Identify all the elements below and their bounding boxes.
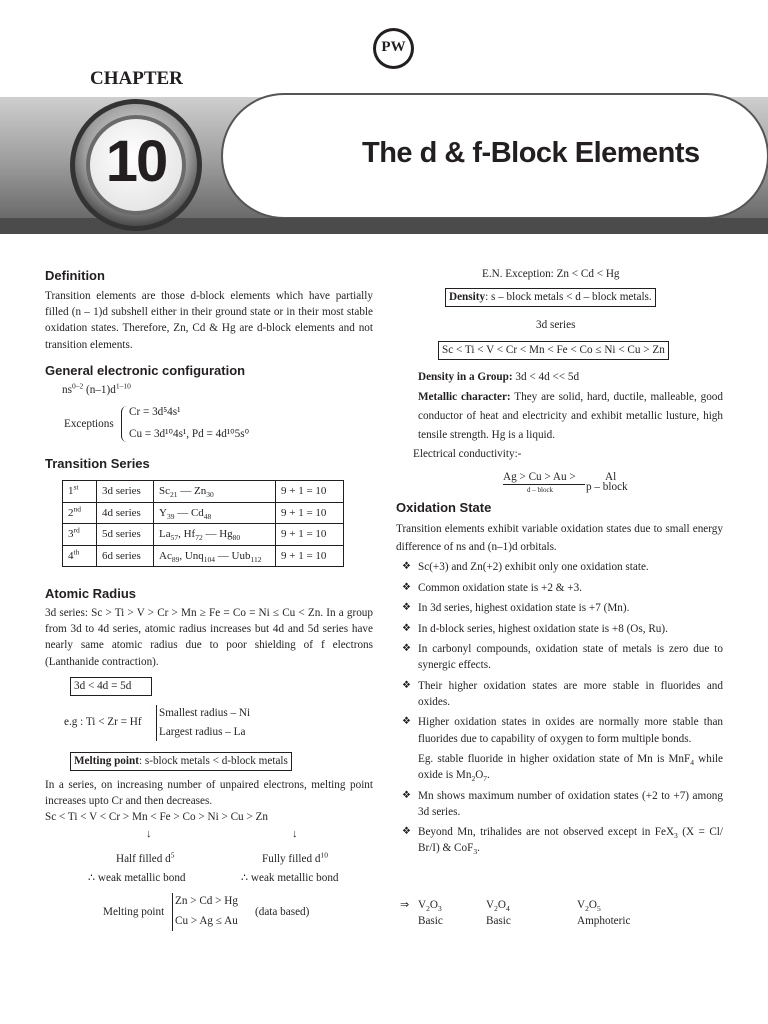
transition-series-heading: Transition Series (45, 456, 150, 471)
table-cell: 2nd (63, 502, 97, 524)
table-cell: 5d series (97, 524, 154, 546)
table-row (63, 545, 344, 567)
table-cell: $Y_{39}$ — $Cd_{48}$ (154, 502, 276, 524)
pw-logo-text: PW (381, 39, 406, 55)
diamond-bullet-icon: ❖ (402, 679, 411, 691)
cu-group-order: Cu > Ag ≤ Au (175, 915, 238, 927)
implies-arrow-icon: ⇒ (400, 899, 410, 911)
table-cell: 3rd (63, 524, 97, 546)
melting-point-label: Melting point (103, 906, 165, 918)
table-cell: 9 + 1 = 10 (276, 481, 344, 503)
header-banner (0, 92, 768, 234)
list-item: ❖ Sc(+3) and Zn(+2) exhibit only one oxidation state. (396, 559, 723, 575)
diamond-bullet-icon: ❖ (402, 826, 411, 838)
chapter-label: CHAPTER (90, 68, 183, 89)
table-cell: $Ac_{89}$, Unq$_{104}$ — Uub$_{112}$ (154, 545, 276, 567)
exceptions-label: Exceptions (64, 418, 114, 430)
definition-text: Transition elements are those d-block elements which have partially filled (n – 1)d subshell either in their ground state or in their most stable oxidation states. Therefore, Zn, Cd & Hg are d-block elements and not transition elements. (45, 290, 373, 351)
atomic-radius-heading: Atomic Radius (45, 586, 137, 601)
list-item: ❖ Their higher oxidation states are more stable in fluorides and oxides. (402, 679, 723, 708)
zn-group-order: Zn > Cd > Hg (175, 895, 238, 907)
density-series-box: Sc < Ti < V < Cr < Mn < Fe < Co ≤ Ni < Cu > Zn (438, 341, 669, 360)
radius-box: 3d < 4d = 5d (70, 677, 152, 696)
oxidation-list (396, 559, 723, 861)
diamond-bullet-icon: ❖ (402, 561, 411, 572)
weak-bond-note: ∴ weak metallic bond (241, 872, 339, 884)
radius-example: e.g : Ti < Zr = Hf (64, 716, 142, 728)
atomic-radius-text: 3d series: Sc > Ti > V > Cr > Mn ≥ Fe = Co = Ni ≤ Cu < Zn. In a group from 3d to 4d series, atomic radius increases but 4d and 5d series have nearly same atomic radius due to poor shielding of f electrons (Lanthanide contraction). (45, 607, 373, 668)
table-cell: $Sc_{21}$ — $Zn_{30}$ (154, 481, 276, 503)
largest-radius: Largest radius – La (159, 726, 246, 738)
p-block-label: p – block (586, 481, 628, 493)
list-item: Eg. stable fluoride in higher oxidation state of Mn is MnF$_4$ while oxide is $Mn_2O_7$. (418, 753, 723, 784)
list-item: ❖ In carbonyl compounds, oxidation state of metals is zero due to synergic effects. (402, 643, 723, 672)
weak-bond-note: ∴ weak metallic bond (88, 872, 186, 884)
diamond-bullet-icon: ❖ (402, 789, 411, 801)
table-cell: 9 + 1 = 10 (276, 524, 344, 546)
exception-cr: Cr = 3d⁵4s¹ (129, 406, 181, 418)
metallic-character: Metallic character: They are solid, hard, ductile, malleable, good conductor of heat and electricity and exhibit metallic lusture, high tensile strength. Hg is a liquid. (418, 391, 723, 441)
oxidation-heading: Oxidation State (396, 500, 492, 515)
melting-point-paragraph: In a series, on increasing number of unpaired electrons, melting point increases upto Cr and then decreases. (45, 779, 373, 808)
smallest-radius: Smallest radius – Ni (159, 707, 251, 719)
table-cell: 9 + 1 = 10 (276, 545, 344, 567)
oxide-v2o5: $V_2O_5$ (577, 899, 601, 914)
diamond-bullet-icon: ❖ (402, 622, 411, 634)
definition-heading: Definition (45, 268, 105, 283)
diamond-bullet-icon: ❖ (402, 716, 411, 728)
data-based-note: (data based) (255, 906, 310, 918)
al-label: Al (605, 471, 617, 483)
table-cell: 9 + 1 = 10 (276, 502, 344, 524)
exceptions-brace (121, 406, 128, 442)
chapter-number: 10 (105, 129, 167, 194)
d-block-subscript: d – block (527, 486, 554, 494)
en-exception: E.N. Exception: Zn < Cd < Hg (482, 268, 620, 280)
fully-filled-label: Fully filled $d^{10}$ (262, 850, 328, 865)
table-cell: 1st (63, 481, 97, 503)
list-item: ❖ Common oxidation state is +2 & +3. (396, 580, 723, 596)
down-arrow-icon: ↓ (146, 828, 152, 840)
density-box: Density: s – block metals < d – block metals. (445, 288, 656, 307)
table-cell: 4d series (97, 502, 154, 524)
diamond-bullet-icon: ❖ (402, 643, 411, 654)
oxide-nature: Basic (418, 915, 443, 927)
general-config-formula: $ns^{0-2}$ $(n-1)d^{1-10}$ (62, 381, 131, 396)
oxide-nature: Basic (486, 915, 511, 927)
table-cell: 6d series (97, 545, 154, 567)
conductivity-order: Ag > Cu > Au > (503, 471, 576, 483)
list-item: ❖ In d-block series, highest oxidation state is +8 (Os, Ru). (396, 621, 723, 637)
general-config-heading: General electronic configuration (45, 363, 246, 378)
table-row (63, 502, 344, 524)
down-arrow-icon: ↓ (292, 828, 298, 840)
table-cell: 3d series (97, 481, 154, 503)
melting-sequence: Sc < Ti < V < Cr > Mn < Fe > Co > Ni > Cu > Zn (45, 811, 268, 823)
electrical-conductivity: Electrical conductivity:- (413, 448, 522, 460)
list-item: ❖ In 3d series, highest oxidation state is +7 (Mn). (396, 600, 723, 616)
transition-series-table (62, 480, 344, 567)
list-item: ❖ Higher oxidation states in oxides are normally more stable than fluorides due to capability of oxygen to form multiple bonds. (402, 716, 723, 745)
list-item: ❖ Beyond Mn, trihalides are not observed except in FeX$_3$ (X = Cl/ Br/I) & CoF$_3$. (402, 826, 723, 857)
table-cell: $La_{57}$, $Hf_{72}$ — $Hg_{80}$ (154, 524, 276, 546)
table-row (63, 481, 344, 503)
table-row (63, 524, 344, 546)
oxide-v2o3: $V_2O_3$ (418, 899, 442, 914)
density-group: Density in a Group: 3d < 4d << 5d (418, 371, 580, 383)
diamond-bullet-icon: ❖ (402, 581, 411, 593)
melting-point-box: Melting point: s-block metals < d-block metals (70, 752, 292, 771)
series-label: 3d series (536, 319, 576, 331)
oxide-nature: Amphoteric (577, 915, 631, 927)
list-item: ❖ Mn shows maximum number of oxidation states (+2 to +7) among 3d series. (402, 789, 723, 818)
half-filled-label: Half filled $d^5$ (116, 850, 175, 865)
exception-cu: Cu = 3d¹⁰4s¹, Pd = 4d¹⁰5s⁰ (129, 428, 250, 440)
table-cell: 4th (63, 545, 97, 567)
conductivity-underline (503, 484, 585, 485)
diamond-bullet-icon: ❖ (402, 602, 411, 613)
pw-logo (373, 28, 414, 69)
oxidation-intro: Transition elements exhibit variable oxidation states due to small energy difference of ns and (n–1)d orbitals. (396, 523, 723, 553)
chapter-title: The d & f-Block Elements (362, 137, 700, 169)
oxide-v2o4: $V_2O_4$ (486, 899, 510, 914)
